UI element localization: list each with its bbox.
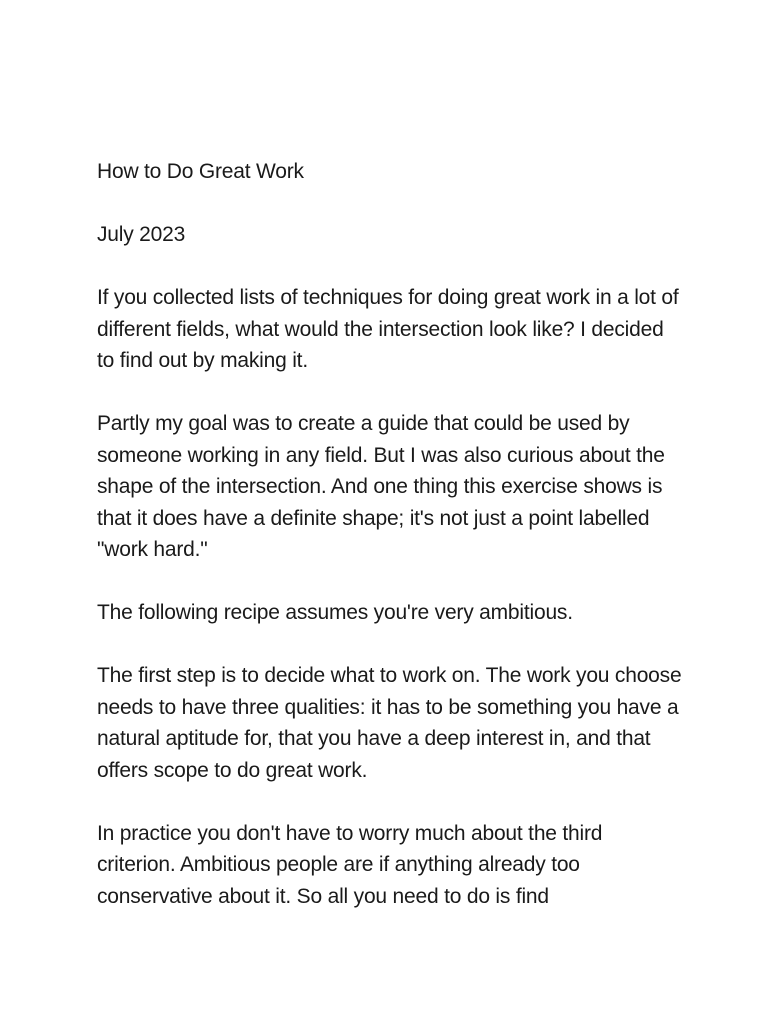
- paragraph-5: In practice you don't have to worry much about the third criterion. Ambitious people are if anything already too conservative about it. So all you need to do is find: [97, 821, 603, 908]
- document-title: How to Do Great Work: [97, 160, 304, 183]
- paragraph-4: The first step is to decide what to work on. The work you choose needs to have three qualities: it has to be something you have a natural aptitude for, that you have a deep interest in, and that offers scope to do great work.: [97, 664, 682, 782]
- paragraph-3: The following recipe assumes you're very ambitious.: [97, 601, 573, 624]
- paragraph-2: Partly my goal was to create a guide that could be used by someone working in any field. But I was also curious about the shape of the intersection. And one thing this exercise shows is that it does have a definite shape; it's not just a point labelled "work hard.": [97, 412, 665, 561]
- document-date: July 2023: [97, 223, 186, 246]
- paragraph-1: If you collected lists of techniques for doing great work in a lot of different fields, what would the intersection look like? I decided to find out by making it.: [97, 286, 679, 372]
